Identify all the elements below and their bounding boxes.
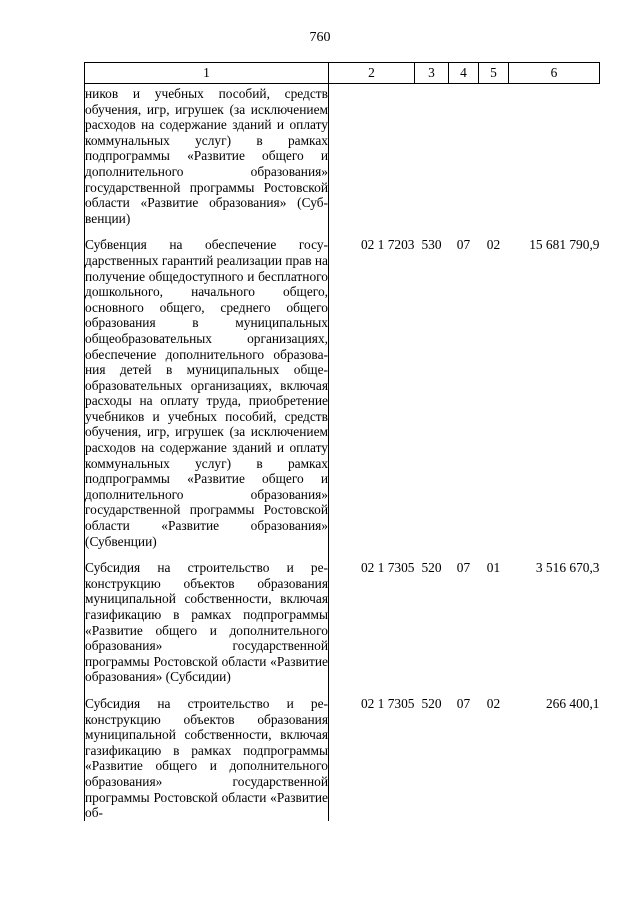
table-row bbox=[85, 696, 600, 821]
table-row bbox=[85, 84, 600, 238]
table-row bbox=[85, 237, 600, 560]
row-expense-type: 520 bbox=[421, 695, 442, 711]
row-subsection bbox=[479, 84, 509, 238]
row-amount: 15 681 790,9 bbox=[529, 237, 600, 253]
row-target-code: 02 1 7305 bbox=[360, 695, 415, 711]
row-description: Субвенция на обеспечение государственных гарантий реализации прав на получение общедоступного и бесплатного дошкольного, начального общего, основного общего, среднего общего образования в муниципальных общеобразовательных организациях, обеспечение дополнительного образования детей в муниципальных общеобразовательных организациях, включая расходы на оплату труда, приобретение учебников и учебных пособий, средств обучения, игр, игрушек (за исключением расходов на содержание зданий и оплату коммунальных услуг) в рамках подпрограммы «Развитие общего и дополнительного образования» государственной программы Ростовской области «Развитие образования» (Субвенции) bbox=[85, 237, 329, 560]
column-header-1: 1 bbox=[85, 63, 329, 84]
column-number-row bbox=[85, 63, 600, 84]
row-target-code bbox=[329, 84, 415, 238]
row-target-code: 02 1 7203 bbox=[360, 237, 415, 253]
row-expense-type: 530 bbox=[421, 237, 442, 253]
table-row bbox=[85, 560, 600, 696]
row-expense-type: 520 bbox=[421, 560, 442, 576]
row-amount: 3 516 670,3 bbox=[535, 560, 600, 576]
column-header-4: 4 bbox=[449, 63, 479, 84]
row-expense-type bbox=[415, 84, 449, 238]
row-target-code: 02 1 7305 bbox=[360, 560, 415, 576]
column-header-5: 5 bbox=[479, 63, 509, 84]
budget-table bbox=[84, 62, 600, 821]
row-section bbox=[449, 84, 479, 238]
page-number: 760 bbox=[309, 30, 331, 45]
column-header-3: 3 bbox=[415, 63, 449, 84]
row-section: 07 bbox=[456, 695, 471, 711]
column-header-6: 6 bbox=[509, 63, 600, 84]
row-section: 07 bbox=[456, 560, 471, 576]
row-amount: 266 400,1 bbox=[545, 695, 600, 711]
row-subsection: 01 bbox=[486, 560, 501, 576]
row-description: Субсидия на строительство и реконструкцию объектов образования муниципальной собственности, включая газификацию в рамках подпрограммы «Развитие общего и дополнительного образования» государственной программы Ростовской области «Развитие об- bbox=[85, 695, 328, 821]
row-amount bbox=[509, 84, 600, 238]
row-subsection: 02 bbox=[486, 695, 501, 711]
row-description: Субсидия на строительство и реконструкцию объектов образования муниципальной собственности, включая газификацию в рамках подпрограммы «Развитие общего и дополнительного образования» государственной программы Ростовской области «Развитие образования» (Субсидии) bbox=[85, 560, 329, 696]
row-subsection: 02 bbox=[486, 237, 501, 253]
column-header-2: 2 bbox=[329, 63, 415, 84]
row-description: ников и учебных пособий, средств обучения, игр, игрушек (за исключением расходов на содержание зданий и оплату коммунальных услуг) в рамках подпрограммы «Развитие общего и дополнительного образования» государственной программы Ростовской области «Развитие образования» (Субвенции) bbox=[85, 84, 329, 238]
row-section: 07 bbox=[456, 237, 471, 253]
